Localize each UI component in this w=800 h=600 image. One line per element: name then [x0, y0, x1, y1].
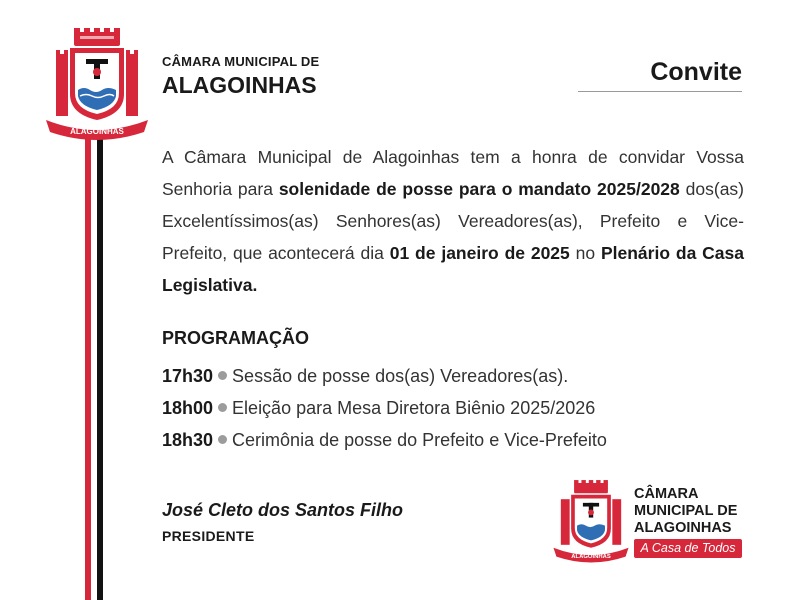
- program-text: Cerimônia de posse do Prefeito e Vice-Prefeito: [232, 430, 607, 450]
- paragraph-bold-3: Plenário da Casa Legislativa.: [162, 243, 744, 295]
- program-text: Eleição para Mesa Diretora Biênio 2025/2026: [232, 398, 596, 418]
- brand-tagline: A Casa de Todos: [634, 539, 742, 558]
- brand-line2: MUNICIPAL DE: [634, 503, 738, 519]
- bullet-dot-icon: [218, 371, 227, 380]
- coat-of-arms-small-icon: [552, 480, 630, 564]
- paragraph-text-2: dos(as) Excelentíssimos(as) Senhores(as) Vereadores(as), Prefeito e Vice-Prefeito, que acontecerá dia: [162, 179, 745, 263]
- svg-text:ALAGOINHAS: ALAGOINHAS: [70, 127, 124, 136]
- paragraph-text-1: A Câmara Municipal de Alagoinhas tem a honra de convidar Vossa Senhoria para: [162, 147, 744, 199]
- program-item: [162, 392, 607, 424]
- brand-line3: ALAGOINHAS: [634, 520, 732, 536]
- paragraph-bold-2: 01 de janeiro de 2025: [389, 243, 570, 263]
- paragraph-text-3: no: [569, 243, 601, 263]
- program-text: Sessão de posse dos(as) Vereadores(as).: [232, 366, 569, 386]
- paragraph-bold-1: solenidade de posse para o mandato 2025/2028: [278, 179, 680, 199]
- svg-text:ALAGOINHAS: ALAGOINHAS: [571, 554, 611, 561]
- org-name-line2: ALAGOINHAS: [162, 72, 317, 98]
- program-item: [162, 424, 607, 456]
- invitation-paragraph: [162, 141, 744, 301]
- program-time: 18h30: [162, 430, 214, 450]
- signatory-role: PRESIDENTE: [162, 528, 255, 544]
- document-title: Convite: [650, 58, 742, 86]
- signatory-name: José Cleto dos Santos Filho: [162, 500, 404, 520]
- title-underline: [578, 91, 742, 92]
- program-item: [162, 360, 607, 392]
- bullet-dot-icon: [218, 435, 227, 444]
- black-stripe: [97, 138, 103, 600]
- program-time: 18h00: [162, 398, 214, 418]
- program-list: [162, 360, 607, 456]
- program-time: 17h30: [162, 366, 214, 386]
- program-title: PROGRAMAÇÃO: [162, 328, 309, 348]
- org-name-line1: CÂMARA MUNICIPAL DE: [162, 54, 320, 69]
- brand-line1: CÂMARA: [634, 486, 699, 502]
- bullet-dot-icon: [218, 403, 227, 412]
- coat-of-arms-icon: [44, 28, 150, 142]
